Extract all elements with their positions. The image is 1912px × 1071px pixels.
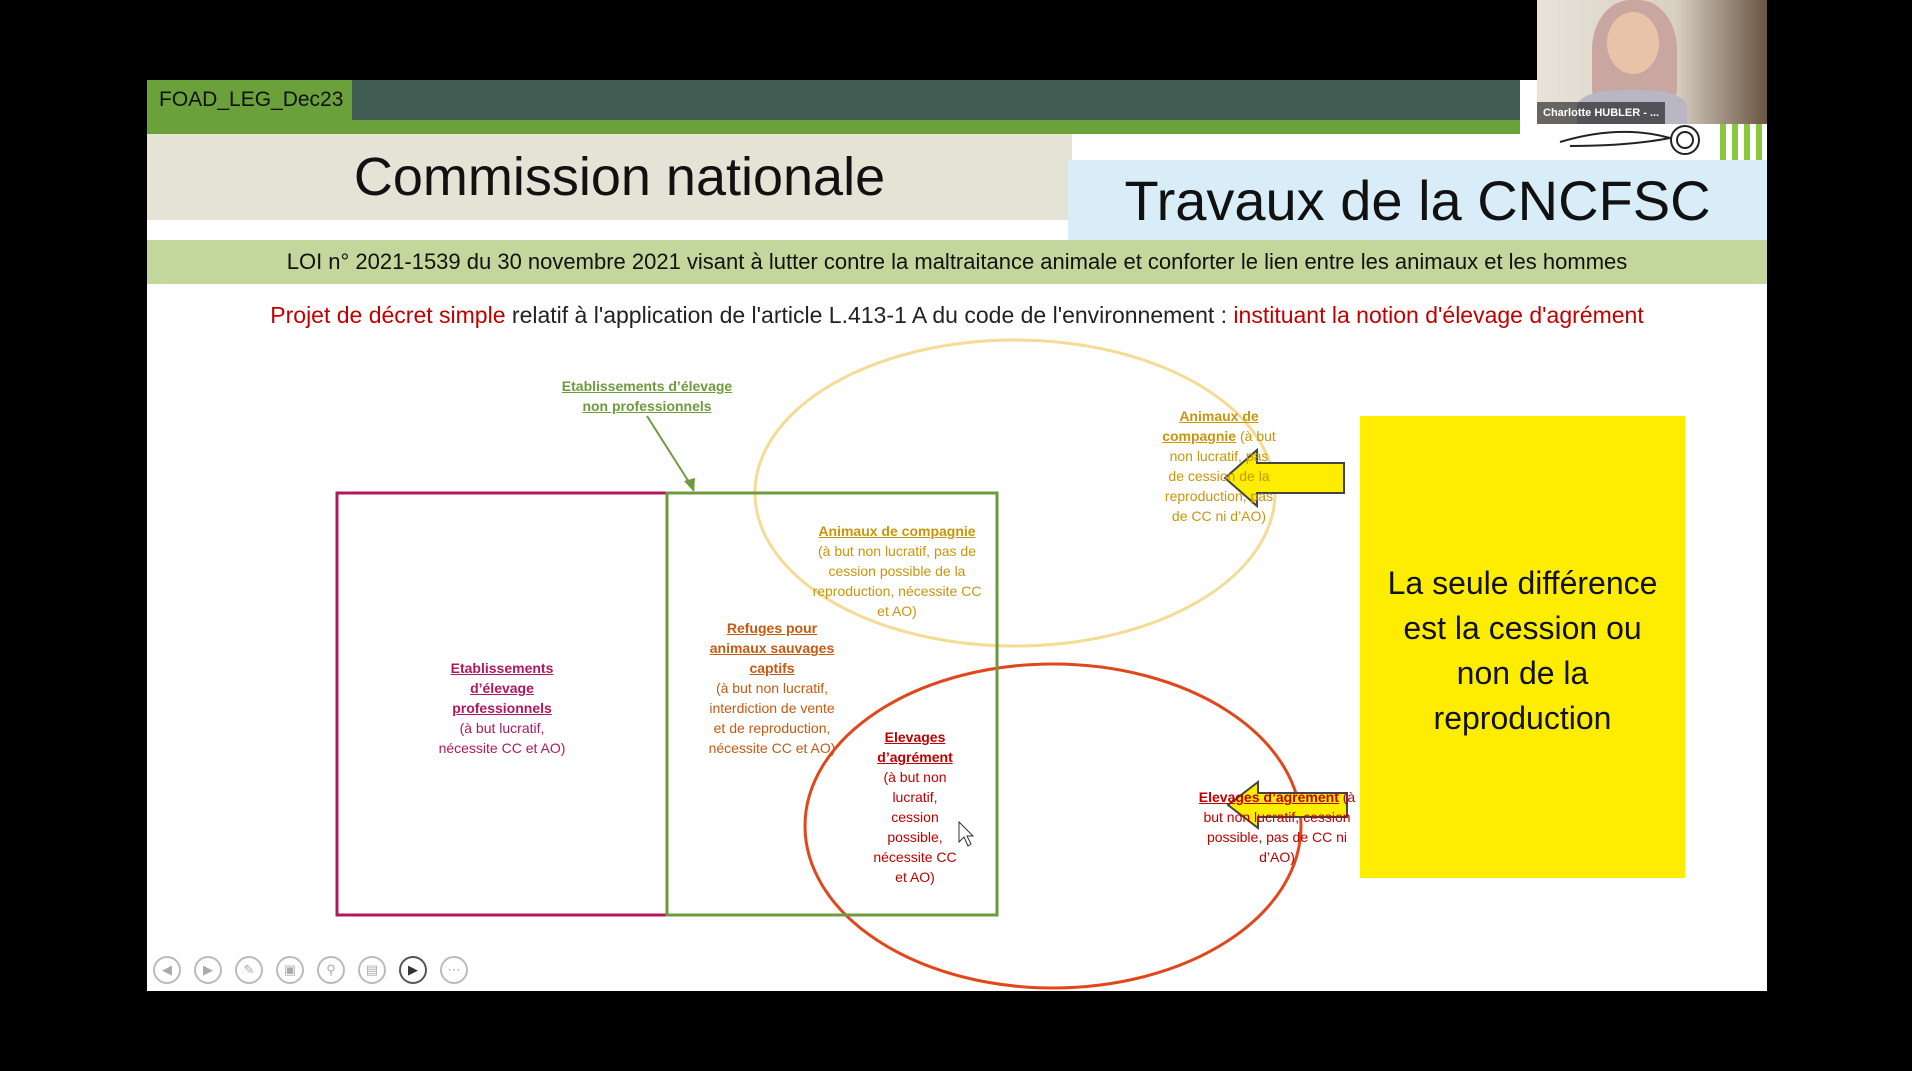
more-options-button[interactable]: ⋯: [440, 956, 468, 984]
label-pro: Etablissements d’élevage professionnels (à but lucratif, nécessite CC et AO): [438, 660, 566, 756]
pen-tool-button[interactable]: ✎: [235, 956, 263, 984]
callout-box: [1360, 416, 1685, 878]
camera-button[interactable]: ▶: [399, 956, 427, 984]
participant-name: Charlotte HUBLER - ...: [1537, 102, 1665, 124]
projet-black: relatif à l'application de l'article L.413-1 A du code de l'environnement :: [505, 302, 1234, 328]
title-left: Commission nationale: [353, 147, 886, 207]
label-agrement-inside: Elevages d’agrément (à but non lucratif, cession possible, nécessite CC et AO): [873, 729, 957, 885]
label-compagnie-outside: Animaux de compagnie (à but non lucratif, pas de cession de la reproduction, pas de CC ni d’AO): [1162, 408, 1276, 524]
projet-red-1: Projet de décret simple: [270, 302, 506, 328]
label-non-pro: Etablissements d’élevage non professionnels: [561, 378, 733, 414]
label-refuges: Refuges pour animaux sauvages captifs (à but non lucratif, interdiction de vente et de reproduction, nécessite CC et AO): [708, 620, 836, 756]
callout-text: La seule différence est la cession ou non de la reproduction: [1387, 565, 1658, 736]
prev-slide-button[interactable]: ◀: [153, 956, 181, 984]
next-slide-button[interactable]: ▶: [194, 956, 222, 984]
title-right: Travaux de la CNCFSC: [1124, 169, 1711, 232]
pointer-line: [647, 416, 694, 490]
loi-banner: LOI n° 2021-1539 du 30 novembre 2021 visant à lutter contre la maltraitance animale et conforter le lien entre les animaux et les hommes: [147, 240, 1767, 284]
label-compagnie-inside: Animaux de compagnie (à but non lucratif, pas de cession possible de la reproduction, nécessite CC et AO): [812, 523, 982, 619]
projet-red-2: instituant la notion d'élevage d'agrément: [1233, 302, 1644, 328]
deck-tag: FOAD_LEG_Dec23: [147, 80, 352, 120]
webcam-tile[interactable]: [1537, 0, 1767, 124]
zoom-button[interactable]: ⚲: [317, 956, 345, 984]
pointer-head: [684, 478, 695, 492]
see-all-slides-button[interactable]: ▣: [276, 956, 304, 984]
participant-face: [1607, 12, 1659, 74]
label-agrement-outside: Elevages d’agrément (à but non lucratif, cession possible, pas de CC ni d’AO): [1198, 789, 1356, 865]
presentation-slide: [147, 80, 1767, 991]
subtitles-button[interactable]: ▤: [358, 956, 386, 984]
